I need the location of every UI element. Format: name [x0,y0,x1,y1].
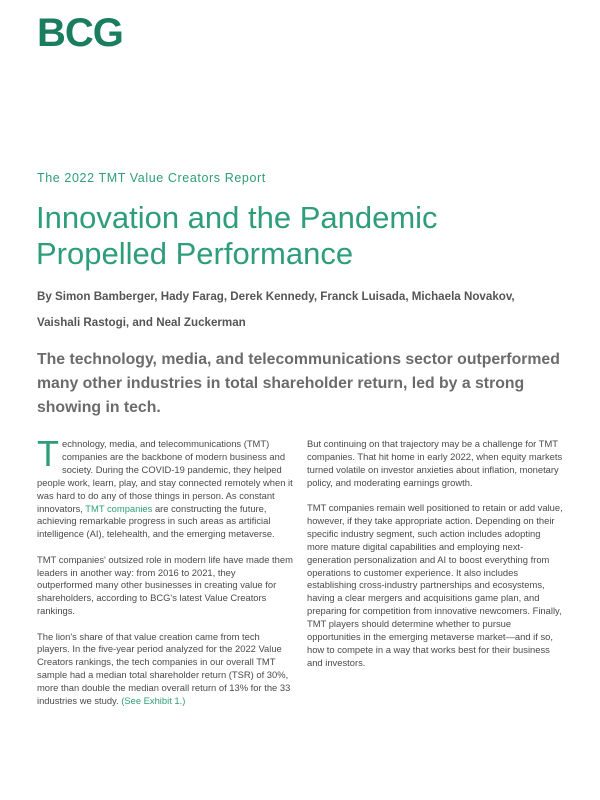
exhibit-1-link[interactable]: (See Exhibit 1.) [121,695,186,707]
authors-line-1: By Simon Bamberger, Hady Farag, Derek Kennedy, Franck Luisada, Michaela Novakov, [37,290,515,303]
report-series: The 2022 TMT Value Creators Report [37,171,266,185]
bcg-logo: BCG [37,11,123,55]
lead-paragraph: The technology, media, and telecommunications sector outperformed many other industries in total shareholder return, led by a strong showing in tech. [37,351,560,416]
paragraph-text: The lion's share of that value creation came from tech players. In the five-year period analyzed for the 2022 Value Creators rankings, the tech companies in our overall TMT sample had a median total shareholder return (TSR) of 30%, more than double the median overall return of 13% for the 33 industries we study. [37,630,291,707]
body-column-right [307,438,563,682]
title-line-2: Propelled Performance [36,236,354,271]
paragraph-text: are constructing the future, achieving remarkable progress in such areas as artificial intelligence (AI), telehealth, and the emerging metaverse. [37,502,275,540]
tmt-companies-link[interactable]: TMT companies [85,502,153,514]
authors-line-2: Vaishali Rastogi, and Neal Zuckerman [37,316,246,329]
body-paragraph-2: TMT companies' outsized role in modern life have made them leaders in another way: from 2016 to 2021, they outperformed many other businesses in creating value for shareholders, according to BCG's latest Value Creators rankings. [37,553,293,617]
body-paragraph-1 [37,433,293,541]
body-paragraph-5: TMT companies remain well positioned to retain or add value, however, if they take appropriate action. Depending on their specific industry segment, such action includes adopting more mature digital capabilities and employing next-generation personalization and AI to boost everything from operations to customer experience. It also includes establishing cross-industry partnerships and ecosystems, having a clear mergers and acquisitions game plan, and preparing for competition from innovative newcomers. Finally, TMT players should determine whether to pursue opportunities in the emerging metaverse market—and if so, how to compete in a way that works best for their business and investors. [307,502,563,668]
body-paragraph-3 [37,631,293,708]
body-paragraph-4: But continuing on that trajectory may be a challenge for TMT companies. That hit home in early 2022, when equity markets turned volatile on investor anxieties about inflation, monetary policy, and moderating earnings growth. [307,438,563,488]
title-line-1: Innovation and the Pandemic [36,200,438,235]
drop-cap: T [37,433,59,474]
body-column-left [37,433,293,720]
authors [37,284,577,336]
paragraph-text: echnology, media, and telecommunications (TMT) companies are the backbone of modern business and society. During the COVID-19 pandemic, they helped people work, learn, play, and stay connected remotely when it was hard to do any of those things in person. As constant innovators, [37,438,293,514]
page-title [36,200,576,272]
